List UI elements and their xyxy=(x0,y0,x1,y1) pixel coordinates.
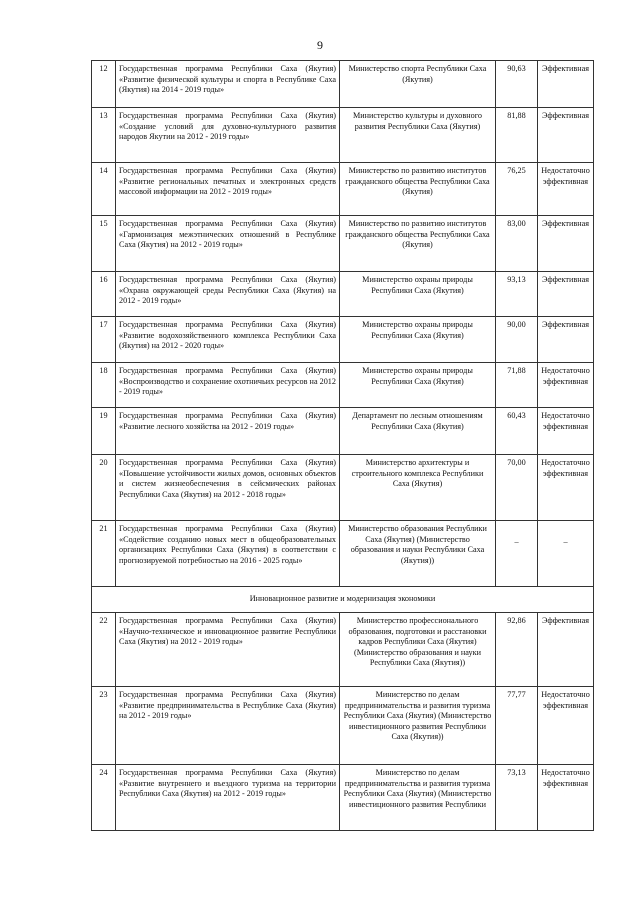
table-row xyxy=(92,216,594,272)
score-value: 60,43 xyxy=(496,408,538,455)
score-value: 77,77 xyxy=(496,687,538,765)
program-name: Государственная программа Республики Саха (Якутия) «Развитие региональных печатных и электронных средств массовой информации на 2012 - 2019 годы» xyxy=(116,163,340,216)
ministry-name: Министерство по делам предпринимательства и развития туризма Республики Саха (Якутия) (Министерство инвестиционного развития Республики Саха (Якутия)) xyxy=(340,687,496,765)
efficiency-rating: Эффективная xyxy=(538,317,594,363)
efficiency-rating: Недостаточно эффективная xyxy=(538,687,594,765)
row-number: 12 xyxy=(92,61,116,108)
score-value: 90,00 xyxy=(496,317,538,363)
efficiency-rating: Эффективная xyxy=(538,216,594,272)
program-name: Государственная программа Республики Саха (Якутия) «Развитие физической культуры и спорта в Республике Саха (Якутия) на 2014 - 2019 годы» xyxy=(116,61,340,108)
row-number: 20 xyxy=(92,455,116,521)
ministry-name: Министерство охраны природы Республики Саха (Якутия) xyxy=(340,272,496,317)
ministry-name: Департамент по лесным отношениям Республики Саха (Якутия) xyxy=(340,408,496,455)
score-value: 93,13 xyxy=(496,272,538,317)
row-number: 14 xyxy=(92,163,116,216)
program-name: Государственная программа Республики Саха (Якутия) «Развитие предпринимательства в Республике Саха (Якутия) на 2012 - 2019 годы» xyxy=(116,687,340,765)
row-number: 18 xyxy=(92,363,116,408)
row-number: 24 xyxy=(92,765,116,831)
efficiency-rating: Эффективная xyxy=(538,272,594,317)
score-value: 73,13 xyxy=(496,765,538,831)
table-row xyxy=(92,317,594,363)
ministry-name: Министерство профессионального образования, подготовки и расстановки кадров Республики Саха (Якутия) (Министерство образования и науки Республики Саха (Якутия)) xyxy=(340,613,496,687)
score-value: 92,86 xyxy=(496,613,538,687)
table-row xyxy=(92,765,594,831)
ministry-name: Министерство образования Республики Саха (Якутия) (Министерство образования и науки Республики Саха (Якутия)) xyxy=(340,521,496,587)
ministry-name: Министерство культуры и духовного развития Республики Саха (Якутия) xyxy=(340,108,496,163)
program-name: Государственная программа Республики Саха (Якутия) «Гармонизация межэтнических отношений в Республике Саха (Якутия) на 2012 - 2019 годы» xyxy=(116,216,340,272)
score-value: 70,00 xyxy=(496,455,538,521)
program-name: Государственная программа Республики Саха (Якутия) «Содействие созданию новых мест в общеобразовательных организациях Республики Саха (Якутия) в соответствии с прогнозируемой потребностью на 2016 - 2025 годы» xyxy=(116,521,340,587)
table-row xyxy=(92,613,594,687)
efficiency-rating: Эффективная xyxy=(538,61,594,108)
ministry-name: Министерство по развитию институтов гражданского общества Республики Саха (Якутия) xyxy=(340,163,496,216)
program-name: Государственная программа Республики Саха (Якутия) «Развитие водохозяйственного комплекса Республики Саха (Якутия) на 2012 - 2020 годы» xyxy=(116,317,340,363)
program-name: Государственная программа Республики Саха (Якутия) «Развитие внутреннего и въездного туризма на территории Республики Саха (Якутия) на 2012 - 2019 годы» xyxy=(116,765,340,831)
row-number: 13 xyxy=(92,108,116,163)
efficiency-rating: Недостаточно эффективная xyxy=(538,163,594,216)
ministry-name: Министерство спорта Республики Саха (Якутия) xyxy=(340,61,496,108)
table-row xyxy=(92,272,594,317)
table-row xyxy=(92,687,594,765)
row-number: 17 xyxy=(92,317,116,363)
table-row xyxy=(92,455,594,521)
program-name: Государственная программа Республики Саха (Якутия) «Создание условий для духовно-культурного развития народов Якутии на 2012 - 2019 годы» xyxy=(116,108,340,163)
table-row xyxy=(92,363,594,408)
score-value: 81,88 xyxy=(496,108,538,163)
ministry-name: Министерство по развитию институтов гражданского общества Республики Саха (Якутия) xyxy=(340,216,496,272)
page-number: 9 xyxy=(317,38,323,52)
row-number: 23 xyxy=(92,687,116,765)
table-row xyxy=(92,521,594,587)
score-value: – xyxy=(496,521,538,587)
program-name: Государственная программа Республики Саха (Якутия) «Охрана окружающей среды Республики Саха (Якутия) на 2012 - 2019 годы» xyxy=(116,272,340,317)
table-row xyxy=(92,61,594,108)
efficiency-rating: Недостаточно эффективная xyxy=(538,363,594,408)
efficiency-rating: Эффективная xyxy=(538,108,594,163)
score-value: 83,00 xyxy=(496,216,538,272)
table-row xyxy=(92,163,594,216)
row-number: 21 xyxy=(92,521,116,587)
ministry-name: Министерство охраны природы Республики Саха (Якутия) xyxy=(340,317,496,363)
score-value: 76,25 xyxy=(496,163,538,216)
score-value: 71,88 xyxy=(496,363,538,408)
efficiency-rating: – xyxy=(538,521,594,587)
efficiency-rating: Эффективная xyxy=(538,613,594,687)
ministry-name: Министерство архитектуры и строительного комплекса Республики Саха (Якутия) xyxy=(340,455,496,521)
ministry-name: Министерство по делам предпринимательства и развития туризма Республики Саха (Якутия) (Министерство инвестиционного развития Республики xyxy=(340,765,496,831)
programs-table xyxy=(91,60,594,831)
efficiency-rating: Недостаточно эффективная xyxy=(538,455,594,521)
program-name: Государственная программа Республики Саха (Якутия) «Научно-техническое и инновационное развитие Республики Саха (Якутия) на 2012 - 2019 годы» xyxy=(116,613,340,687)
ministry-name: Министерство охраны природы Республики Саха (Якутия) xyxy=(340,363,496,408)
row-number: 22 xyxy=(92,613,116,687)
row-number: 16 xyxy=(92,272,116,317)
score-value: 90,63 xyxy=(496,61,538,108)
efficiency-rating: Недостаточно эффективная xyxy=(538,408,594,455)
program-name: Государственная программа Республики Саха (Якутия) «Развитие лесного хозяйства на 2012 - 2019 годы» xyxy=(116,408,340,455)
row-number: 15 xyxy=(92,216,116,272)
efficiency-rating: Недостаточно эффективная xyxy=(538,765,594,831)
table-row xyxy=(92,408,594,455)
section-header-row xyxy=(92,587,594,613)
program-name: Государственная программа Республики Саха (Якутия) «Повышение устойчивости жилых домов, основных объектов и систем жизнеобеспечения в сейсмических районах Республики Саха (Якутия) на 2012 - 2018 годы» xyxy=(116,455,340,521)
program-name: Государственная программа Республики Саха (Якутия) «Воспроизводство и сохранение охотничьих ресурсов на 2012 - 2019 годы» xyxy=(116,363,340,408)
table-row xyxy=(92,108,594,163)
row-number: 19 xyxy=(92,408,116,455)
section-title: Инновационное развитие и модернизация экономики xyxy=(92,587,594,613)
